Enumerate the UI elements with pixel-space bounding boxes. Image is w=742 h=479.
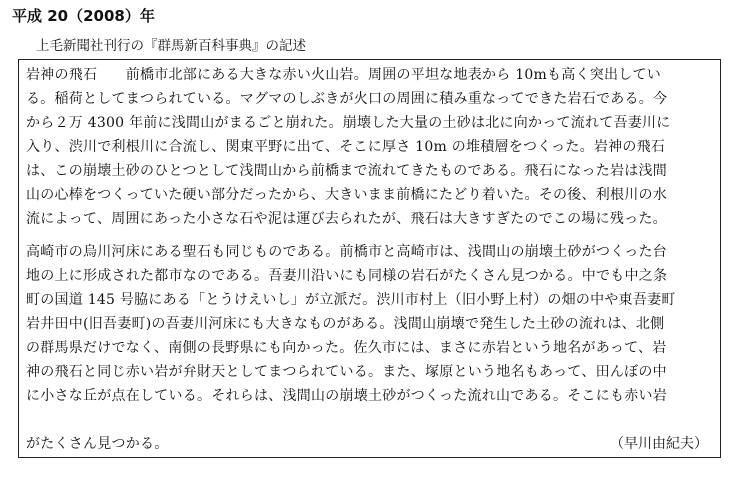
entry-line: から２万 4300 年前に浅間山がまるごと崩れた。崩壊した大量の土砂は北に向かって流れて吾妻川に — [26, 115, 671, 131]
entry-line: に小さな丘が点在している。それらは、浅間山の崩壊土砂がつくった流れ山である。そこにも赤い岩 — [26, 388, 667, 404]
entry-line: 岩井田中(旧吾妻町)の吾妻川河床にも大きなものがある。浅間山崩壊で発生した土砂の流れは、北側 — [26, 316, 665, 332]
entry-line: 高崎市の烏川河床にある聖石も同じものである。前橋市と高崎市は、浅間山の崩壊土砂がつくった台 — [26, 244, 667, 260]
entry-line: 流によって、周囲にあった小さな石や泥は運び去られたが、飛石は大きすぎたのでこの場に残った。 — [26, 211, 667, 227]
entry-line: 町の国道 145 号脇にある「とうけえいし」が立派だ。渋川市村上（旧小野上村）の畑の中や東吾妻町 — [26, 292, 676, 308]
year-heading: 平成 20（2008）年 — [12, 7, 155, 25]
entry-line: 入り、渋川で利根川に合流し、関東平野に出て、そこに厚さ 10m の堆積層をつくった。岩神の飛石 — [26, 139, 666, 155]
entry-line: 地の上に形成された都市なのである。吾妻川沿いにも同様の岩石がたくさん見つかる。中でも中之条 — [26, 268, 668, 284]
entry-line: がたくさん見つかる。 — [26, 436, 169, 452]
encyclopedia-entry-box — [18, 59, 721, 458]
entry-line: は、この崩壊土砂のひとつとして浅間山から前橋まで流れてきたものである。飛石になった岩は浅間 — [26, 163, 667, 179]
entry-line: 神の飛石と同じ赤い岩が弁財天としてまつられている。また、塚原という地名もあって、田んぼの中 — [26, 364, 667, 380]
author-credit: （早川由紀夫） — [610, 436, 708, 452]
entry-line: 山の心棒をつくっていた硬い部分だったから、大きいまま前橋にたどり着いた。その後、利根川の水 — [26, 187, 667, 203]
entry-line: の群馬県だけでなく、南側の長野県にも向かった。佐久市には、まさに赤岩という地名があって、岩 — [26, 340, 667, 356]
source-caption: 上毛新聞社刊行の『群馬新百科事典』の記述 — [36, 38, 306, 54]
entry-line: 岩神の飛石 前橋市北部にある大きな赤い火山岩。周囲の平坦な地表から 10mも高く突出してい — [26, 67, 662, 83]
entry-line: る。稲荷としてまつられている。マグマのしぶきが火口の周囲に積み重なってできた岩石である。今 — [26, 91, 668, 107]
